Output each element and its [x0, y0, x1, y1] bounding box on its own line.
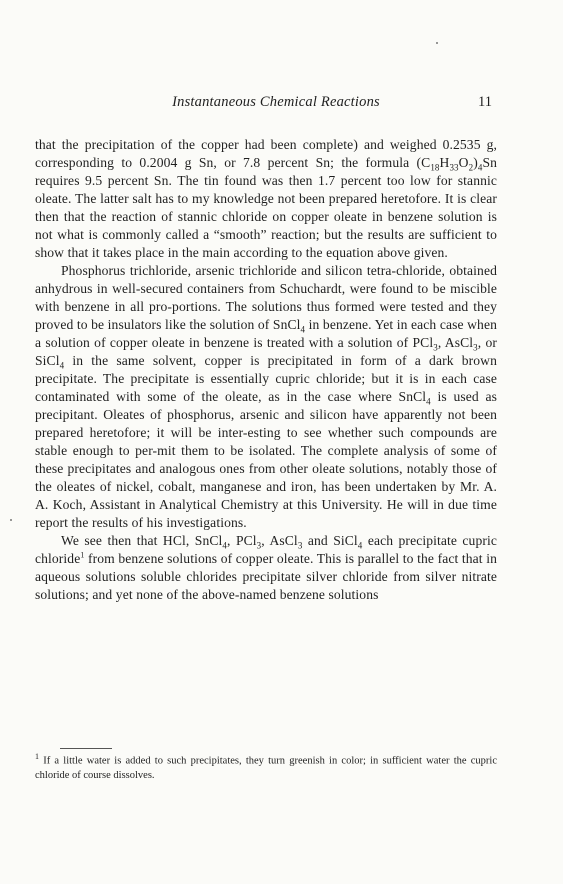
- subscript: 3: [256, 540, 262, 551]
- subscript: 33: [449, 162, 459, 173]
- text-run: is used as precipitant. Oleates of phosphorus, arsenic and silicon have apparently not been prepared heretofore; it will be inter-esting to see whether such compounds are stable enough to per-mit them to be isolated. The complete analysis of some of these precipitates and analogous ones from other oleate solutions, notably those of the oleates of nickel, cobalt, manganese and iron, has been undertaken by Mr. A. A. Koch, Assistant in Analytical Chemistry at this University. He will in due time report the results of his investigations.: [35, 389, 497, 530]
- text-run: from benzene solutions of copper oleate. This is parallel to the fact that in aqueous solutions soluble chlorides precipitate silver chloride from silver nitrate solutions; and yet none of the above-named benzene solutions: [35, 551, 497, 602]
- footnote-text: If a little water is added to such precipitates, they turn greenish in color; in sufficient water the cupric chloride of course dissolves.: [35, 755, 497, 781]
- subscript: 3: [297, 540, 303, 551]
- footnote-rule: [60, 748, 112, 749]
- subscript: 4: [477, 162, 483, 173]
- footnote-marker: 1: [35, 752, 39, 761]
- text-run: Phosphorus trichloride, arsenic trichloride and silicon tetra-chloride, obtained anhydrous in well-secured containers from Schuchardt, were found to be miscible with benzene in all pro-portions. The solutions thus formed were tested and they proved to be insulators like the solution of SnCl: [35, 263, 497, 332]
- page-header: [60, 94, 492, 114]
- footnote: [35, 750, 497, 783]
- paragraph: [35, 262, 497, 532]
- text-run: , AsCl: [261, 533, 298, 548]
- running-title: Instantaneous Chemical Reactions: [172, 94, 380, 110]
- text-run: Sn requires 9.5 percent Sn. The tin found was then 1.7 percent too low for stannic oleate. The latter salt has to my knowledge not been prepared heretofore. It is clear then that the reaction of stannic chloride on copper oleate in benzene solution is not what is commonly called a “smooth” reaction; but the results are sufficient to show that it takes place in the main according to the equation above given.: [35, 155, 497, 260]
- text-run: in the same solvent, copper is precipitated in form of a dark brown precipitate. The precipitate is essentially cupric chloride; but it is in each case contaminated with some of the oleate, as in the case where SnCl: [35, 353, 497, 404]
- text-run: and SiCl: [302, 533, 358, 548]
- subscript: 2: [468, 162, 474, 173]
- text-run: H: [439, 155, 450, 170]
- subscript: 4: [426, 396, 431, 407]
- subscript: 4: [300, 324, 306, 335]
- text-run: , AsCl: [437, 335, 474, 350]
- text-run: ): [473, 155, 478, 170]
- subscript: 3: [433, 342, 438, 353]
- subscript: 3: [473, 342, 478, 353]
- subscript: 4: [357, 540, 363, 551]
- text-run: O: [458, 155, 469, 170]
- text-run: that the precipitation of the copper had been complete) and weighed 0.2535 g, corresponding to 0.2004 g Sn, or 7.8 percent Sn; the formula (C: [35, 137, 497, 170]
- text-run: each precipitate cupric chloride: [35, 533, 497, 566]
- print-speck: [10, 519, 12, 521]
- text-run: , or SiCl: [35, 335, 497, 368]
- subscript: 18: [430, 162, 440, 173]
- paragraph: [35, 136, 497, 262]
- footnote-reference: 1: [80, 550, 85, 560]
- page-number: 11: [478, 94, 492, 110]
- text-run: We see then that HCl, SnCl: [61, 533, 223, 548]
- text-run: , PCl: [227, 533, 257, 548]
- print-speck: [436, 42, 438, 44]
- subscript: 4: [59, 360, 65, 371]
- body-text: [35, 136, 497, 604]
- subscript: 4: [222, 540, 228, 551]
- text-run: in benzene. Yet in each case when a solution of copper oleate in benzene is treated with a solution of PCl: [35, 317, 497, 350]
- paragraph: [35, 532, 497, 604]
